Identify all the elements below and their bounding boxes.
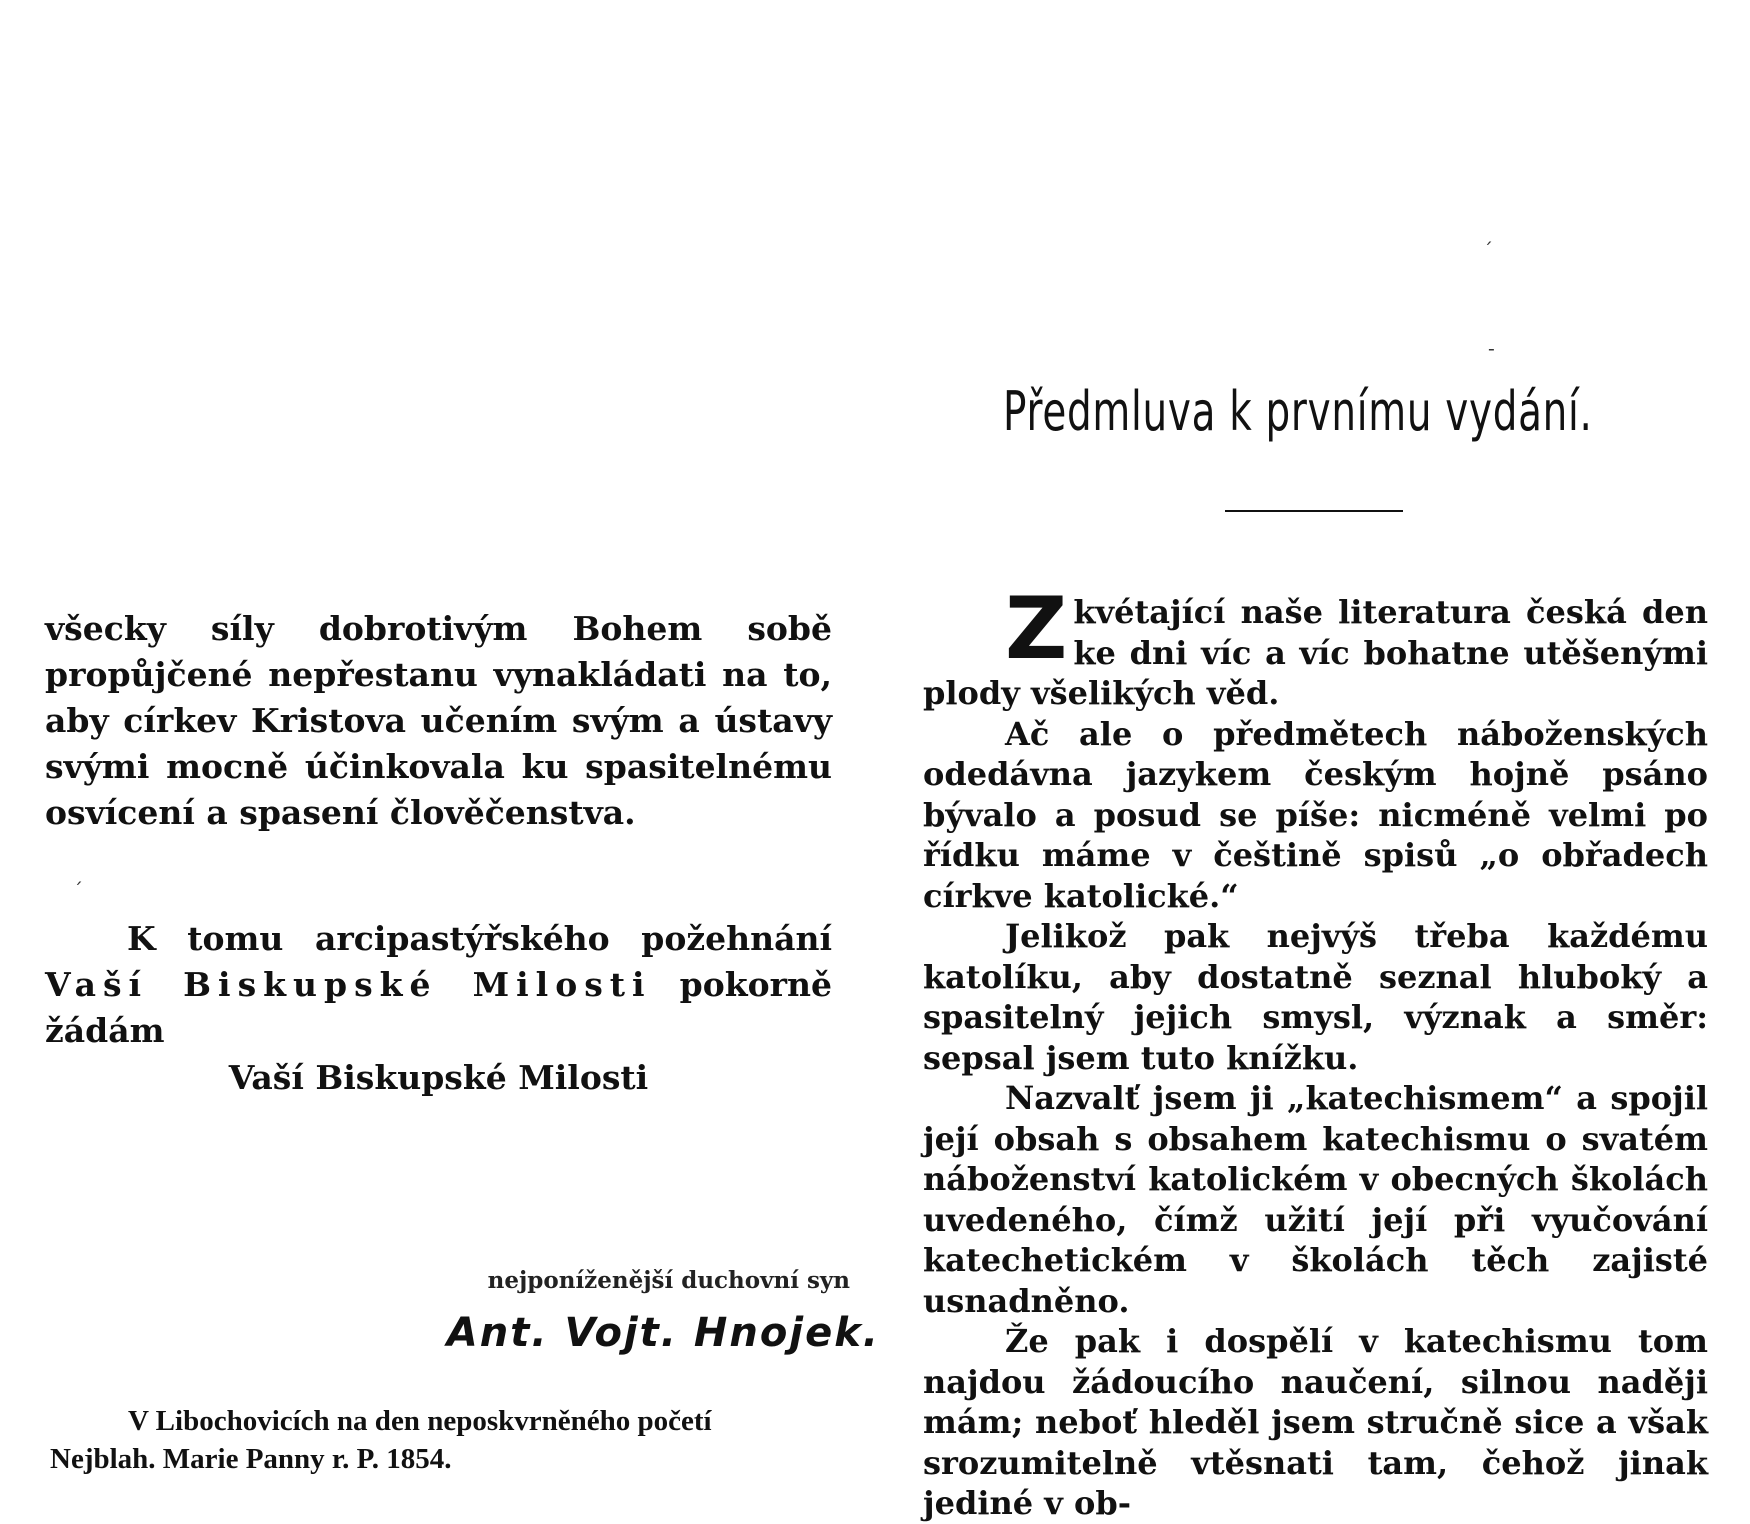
preface-paragraph-1-text: kvétající naše literatura česká den ke dni víc a víc bohatne utěšenými plody všelikých věd. xyxy=(923,593,1708,712)
drop-cap: Z xyxy=(1005,579,1068,679)
stray-mark: ˊ xyxy=(73,878,83,902)
chapter-title: Předmluva k prvnímu vydání. xyxy=(1003,380,1593,443)
stray-mark: ˊ xyxy=(1483,238,1493,262)
left-paragraph-1: všecky síly dobrotivým Bohem sobě propůjčené nepřestanu vynakládati na to, aby církev Kristova učením svým a ústavy svými mocně účinkovala ku spasitelnému osvícení a spasení člověčenstva. xyxy=(45,609,832,832)
preface-paragraph-5: Že pak i dospělí v katechismu tom najdou žádoucího naučení, silnou naději mám; neboť hleděl jsem stručně sice a však srozumitelně vtěsnati tam, čehož jinak jediné v ob- xyxy=(923,1322,1708,1522)
right-page xyxy=(923,0,1723,1522)
left-paragraph-2-start: K tomu arcipastýřského požehnání xyxy=(127,919,832,958)
title-divider xyxy=(1225,510,1403,512)
preface-paragraph-4: Nazvalť jsem ji „katechismem“ a spojil její obsah s obsahem katechismu o svatém náboženství katolickém v obecných školách uvedeného, čímž užití její při vyučování katechetickém v školách těch zajisté usnadněno. xyxy=(923,1079,1708,1320)
preface-paragraph-1 xyxy=(923,579,1708,714)
signature-name: Ant. Vojt. Hnojek. xyxy=(446,1310,880,1356)
left-paragraph-2-end: pokorně žádám xyxy=(45,965,832,1050)
closing-salutation: Vaší Biskupské Milosti xyxy=(228,1058,649,1097)
stray-mark: - xyxy=(1488,336,1495,360)
left-paragraph-2-addressee: Vaší Biskupské Milosti xyxy=(45,965,652,1004)
left-page xyxy=(45,0,880,1500)
place-and-date xyxy=(50,1402,870,1478)
place-date-line-2: Nejblah. Marie Panny r. P. 1854. xyxy=(50,1443,452,1475)
left-paragraph-2 xyxy=(45,916,832,1054)
preface-paragraph-2: Ač ale o předmětech náboženských odedávna jazykem českým hojně psáno bývalo a posud se píše: nicméně velmi po řídku máme v češtině spisů „o obřadech církve katolické.“ xyxy=(923,714,1708,915)
place-date-line-1: V Libochovicích na den neposkvrněného početí xyxy=(128,1405,712,1437)
signature-role: nejponíženější duchovní syn xyxy=(487,1267,850,1294)
preface-paragraph-3: Jelikož pak nejvýš třeba každému katolíku, aby dostatně seznal hluboký a spasitelný jejich smysl, význak a směr: sepsal jsem tuto knížku. xyxy=(923,917,1708,1077)
preface-body xyxy=(923,579,1708,1524)
